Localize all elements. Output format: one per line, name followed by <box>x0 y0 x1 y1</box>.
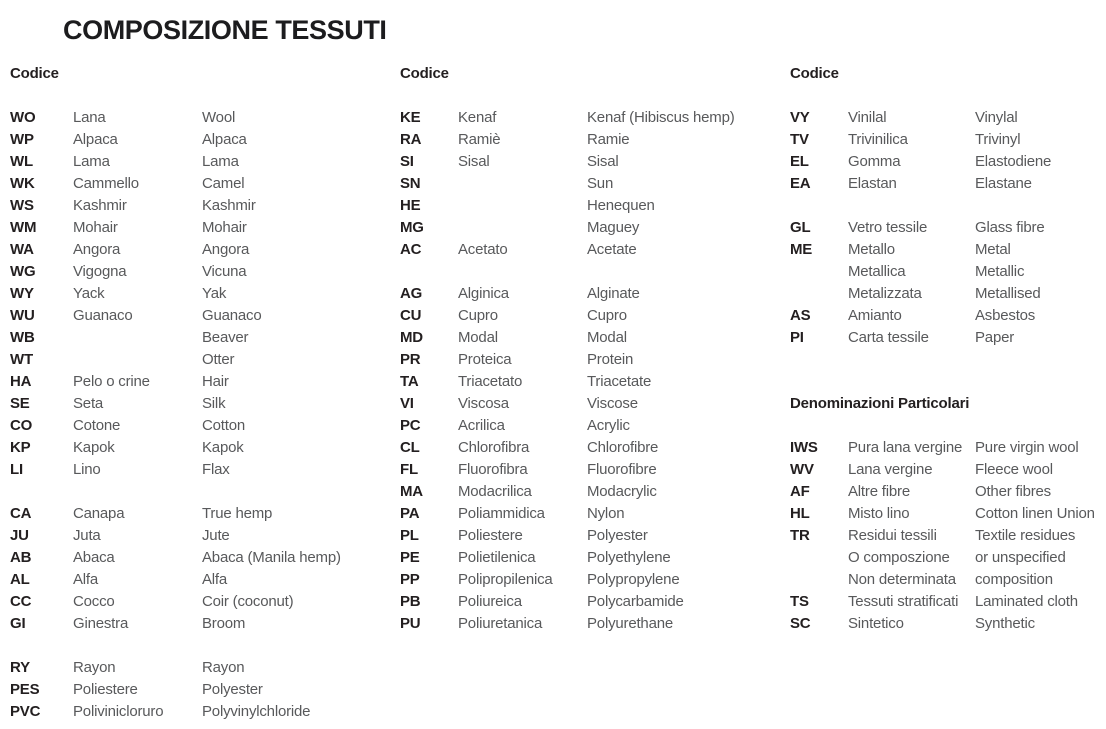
cell-italian: Residui tessili <box>848 527 937 544</box>
cell-english: Kapok <box>202 439 244 456</box>
cell-code: TV <box>790 131 809 148</box>
cell-english: Asbestos <box>975 307 1036 324</box>
table-row <box>790 151 1106 173</box>
cell-italian: Misto lino <box>848 505 910 522</box>
table-row <box>790 547 1106 569</box>
cell-english: Viscose <box>587 395 638 412</box>
cell-code: RY <box>10 659 30 676</box>
cell-code: SC <box>790 615 811 632</box>
table-row <box>10 173 395 195</box>
cell-code: MA <box>400 483 423 500</box>
cell-english: Polypropylene <box>587 571 680 588</box>
cell-english: Nylon <box>587 505 625 522</box>
table-row <box>790 261 1106 283</box>
cell-english: Maguey <box>587 219 640 236</box>
cell-italian: Chlorofibra <box>458 439 530 456</box>
cell-italian: Triacetato <box>458 373 523 390</box>
cell-english: Silk <box>202 395 226 412</box>
cell-english: Lama <box>202 153 239 170</box>
cell-english: Angora <box>202 241 250 258</box>
cell-english: Triacetate <box>587 373 652 390</box>
table-row <box>790 481 1106 503</box>
cell-english: Modal <box>587 329 627 346</box>
table-row <box>10 459 395 481</box>
table-row <box>400 503 785 525</box>
cell-english: Vicuna <box>202 263 247 280</box>
cell-english: Polyvinylchloride <box>202 703 311 720</box>
cell-italian: O composzione <box>848 549 950 566</box>
cell-code: PP <box>400 571 420 588</box>
table-row <box>10 305 395 327</box>
cell-italian: Trivinilica <box>848 131 908 148</box>
cell-italian: Pura lana vergine <box>848 439 963 456</box>
cell-italian: Fluorofibra <box>458 461 528 478</box>
cell-code: IWS <box>790 439 818 456</box>
cell-english: Beaver <box>202 329 249 346</box>
table-row <box>790 239 1106 261</box>
table-row <box>400 371 785 393</box>
table-row <box>400 129 785 151</box>
cell-code: PES <box>10 681 40 698</box>
cell-english: Metallised <box>975 285 1041 302</box>
cell-italian: Poliuretanica <box>458 615 543 632</box>
cell-english: Otter <box>202 351 235 368</box>
cell-english: Polyester <box>202 681 263 698</box>
cell-code: EA <box>790 175 811 192</box>
cell-italian: Vigogna <box>73 263 127 280</box>
cell-italian: Elastan <box>848 175 897 192</box>
table-row <box>400 415 785 437</box>
cell-code: RA <box>400 131 422 148</box>
table-row <box>790 569 1106 591</box>
cell-english: Cupro <box>587 307 627 324</box>
table-row <box>400 327 785 349</box>
cell-code: PL <box>400 527 419 544</box>
cell-english: Elastodiene <box>975 153 1052 170</box>
cell-italian: Modacrilica <box>458 483 532 500</box>
table-row <box>400 569 785 591</box>
table-row <box>790 107 1106 129</box>
cell-italian <box>458 217 587 239</box>
cell-italian: Poliestere <box>73 681 138 698</box>
column-header-codice: Codice <box>790 65 839 82</box>
cell-code: WU <box>10 307 35 324</box>
cell-italian: Proteica <box>458 351 512 368</box>
cell-italian: Angora <box>73 241 121 258</box>
table-row <box>400 217 785 239</box>
cell-english: Glass fibre <box>975 219 1045 236</box>
cell-code: PVC <box>10 703 41 720</box>
table-row <box>10 393 395 415</box>
table-row <box>10 437 395 459</box>
cell-italian: Mohair <box>73 219 118 236</box>
table-row <box>400 547 785 569</box>
table-row <box>790 283 1106 305</box>
cell-italian: Lana <box>73 109 106 126</box>
table-row <box>400 481 785 503</box>
cell-italian: Polipropilenica <box>458 571 553 588</box>
cell-italian: Sintetico <box>848 615 904 632</box>
cell-english: Acrylic <box>587 417 630 434</box>
cell-code: PB <box>400 593 421 610</box>
cell-italian: Yack <box>73 285 105 302</box>
cell-english: composition <box>975 571 1053 588</box>
cell-italian: Acetato <box>458 241 508 258</box>
cell-code: KP <box>10 439 31 456</box>
table-row <box>400 459 785 481</box>
code-group <box>790 107 1106 195</box>
fabric-code-column-1 <box>10 63 395 723</box>
cell-english: or unspecified <box>975 549 1066 566</box>
cell-italian: Cupro <box>458 307 498 324</box>
table-row <box>10 679 395 701</box>
cell-code: CL <box>400 439 420 456</box>
cell-english: Coir (coconut) <box>202 593 294 610</box>
cell-code: WK <box>10 175 35 192</box>
cell-english: Polycarbamide <box>587 593 684 610</box>
cell-code: SN <box>400 175 421 192</box>
cell-english: Hair <box>202 373 229 390</box>
table-row <box>400 305 785 327</box>
cell-italian: Gomma <box>848 153 901 170</box>
table-row <box>10 327 395 349</box>
cell-code <box>790 547 848 569</box>
cell-code: WM <box>10 219 37 236</box>
cell-english: Alfa <box>202 571 228 588</box>
cell-english: Paper <box>975 329 1015 346</box>
cell-italian: Lana vergine <box>848 461 933 478</box>
cell-code: CA <box>10 505 32 522</box>
cell-english: Alpaca <box>202 131 247 148</box>
cell-english: Other fibres <box>975 483 1051 500</box>
cell-english: Jute <box>202 527 230 544</box>
cell-italian: Alpaca <box>73 131 118 148</box>
cell-italian <box>73 349 202 371</box>
cell-code: WB <box>10 329 35 346</box>
cell-code: PA <box>400 505 420 522</box>
cell-code: GL <box>790 219 811 236</box>
subsection-header: Denominazioni Particolari <box>790 395 970 412</box>
cell-code <box>790 261 848 283</box>
cell-english: Metallic <box>975 263 1025 280</box>
cell-english: Elastane <box>975 175 1032 192</box>
cell-code: PC <box>400 417 421 434</box>
cell-code: SE <box>10 395 30 412</box>
cell-english: True hemp <box>202 505 273 522</box>
table-row <box>790 129 1106 151</box>
cell-english: Flax <box>202 461 230 478</box>
cell-code: WO <box>10 109 36 126</box>
cell-code: VY <box>790 109 810 126</box>
cell-italian: Canapa <box>73 505 125 522</box>
code-group <box>400 107 785 261</box>
cell-english: Cotton linen Union <box>975 505 1095 522</box>
column-header-codice: Codice <box>400 65 449 82</box>
cell-italian: Rayon <box>73 659 116 676</box>
table-row <box>400 151 785 173</box>
cell-english: Sun <box>587 175 614 192</box>
table-row <box>10 569 395 591</box>
code-group <box>790 437 1106 635</box>
cell-english: Rayon <box>202 659 245 676</box>
cell-code: WY <box>10 285 34 302</box>
cell-english: Guanaco <box>202 307 262 324</box>
page-title: COMPOSIZIONE TESSUTI <box>63 15 387 45</box>
cell-code: AF <box>790 483 810 500</box>
cell-code: GI <box>10 615 26 632</box>
cell-code: EL <box>790 153 809 170</box>
cell-english: Fleece wool <box>975 461 1053 478</box>
cell-code: WP <box>10 131 34 148</box>
cell-italian: Cammello <box>73 175 139 192</box>
cell-english: Henequen <box>587 197 655 214</box>
cell-italian: Altre fibre <box>848 483 910 500</box>
table-row <box>10 283 395 305</box>
cell-english: Pure virgin wool <box>975 439 1079 456</box>
cell-english: Camel <box>202 175 245 192</box>
cell-code: PR <box>400 351 421 368</box>
cell-italian: Tessuti stratificati <box>848 593 959 610</box>
table-row <box>10 415 395 437</box>
table-row <box>400 591 785 613</box>
cell-code: AC <box>400 241 422 258</box>
cell-english: Synthetic <box>975 615 1035 632</box>
cell-english: Trivinyl <box>975 131 1021 148</box>
cell-code: SI <box>400 153 414 170</box>
cell-italian: Carta tessile <box>848 329 929 346</box>
cell-italian <box>458 195 587 217</box>
table-row <box>10 613 395 635</box>
cell-code: JU <box>10 527 29 544</box>
cell-english: Modacrylic <box>587 483 657 500</box>
cell-code <box>790 283 848 305</box>
cell-code: MD <box>400 329 423 346</box>
cell-code: HL <box>790 505 810 522</box>
cell-english: Yak <box>202 285 227 302</box>
table-row <box>790 613 1106 635</box>
cell-english: Kashmir <box>202 197 256 214</box>
cell-italian: Kapok <box>73 439 115 456</box>
cell-italian: Ginestra <box>73 615 129 632</box>
cell-english: Fluorofibre <box>587 461 657 478</box>
cell-italian: Kenaf <box>458 109 497 126</box>
table-row <box>10 701 395 723</box>
cell-code: TS <box>790 593 809 610</box>
cell-english: Metal <box>975 241 1011 258</box>
cell-italian: Lino <box>73 461 101 478</box>
cell-code: CO <box>10 417 33 434</box>
cell-code: CU <box>400 307 422 324</box>
cell-english: Laminated cloth <box>975 593 1078 610</box>
table-row <box>790 459 1106 481</box>
table-row <box>400 437 785 459</box>
cell-italian: Vetro tessile <box>848 219 928 236</box>
cell-italian: Metallica <box>848 263 906 280</box>
cell-code: AG <box>400 285 423 302</box>
cell-italian: Alfa <box>73 571 99 588</box>
cell-code: FL <box>400 461 418 478</box>
cell-italian: Poliestere <box>458 527 523 544</box>
cell-italian: Cotone <box>73 417 121 434</box>
table-row <box>400 107 785 129</box>
table-row <box>790 327 1106 349</box>
cell-italian: Alginica <box>458 285 509 302</box>
cell-italian: Vinilal <box>848 109 887 126</box>
cell-italian: Cocco <box>73 593 115 610</box>
cell-italian: Guanaco <box>73 307 133 324</box>
table-row <box>400 195 785 217</box>
cell-italian: Sisal <box>458 153 490 170</box>
cell-italian: Abaca <box>73 549 115 566</box>
cell-code: AL <box>10 571 30 588</box>
cell-italian: Non determinata <box>848 571 956 588</box>
cell-code: PU <box>400 615 421 632</box>
cell-english: Protein <box>587 351 634 368</box>
cell-code: ME <box>790 241 813 258</box>
cell-italian: Polivinicloruro <box>73 703 164 720</box>
table-row <box>400 525 785 547</box>
cell-italian: Seta <box>73 395 104 412</box>
table-row <box>10 591 395 613</box>
table-row <box>10 371 395 393</box>
cell-italian: Lama <box>73 153 110 170</box>
cell-italian: Modal <box>458 329 498 346</box>
cell-english: Polyester <box>587 527 648 544</box>
cell-english: Wool <box>202 109 236 126</box>
cell-english: Broom <box>202 615 246 632</box>
cell-italian: Ramiè <box>458 131 501 148</box>
cell-code: PE <box>400 549 420 566</box>
table-row <box>10 503 395 525</box>
cell-english: Ramie <box>587 131 630 148</box>
table-row <box>790 591 1106 613</box>
cell-italian: Kashmir <box>73 197 127 214</box>
cell-english: Kenaf (Hibiscus hemp) <box>587 109 735 126</box>
cell-english: Polyethylene <box>587 549 671 566</box>
fabric-code-column-2 <box>400 63 785 635</box>
table-row <box>400 173 785 195</box>
cell-english: Vinylal <box>975 109 1018 126</box>
cell-italian: Poliureica <box>458 593 522 610</box>
code-group <box>10 107 395 481</box>
cell-code: WT <box>10 351 33 368</box>
table-row <box>400 239 785 261</box>
cell-code: AB <box>10 549 32 566</box>
cell-italian: Metallo <box>848 241 895 258</box>
table-row <box>10 261 395 283</box>
cell-italian: Juta <box>73 527 101 544</box>
table-row <box>790 503 1106 525</box>
cell-code <box>790 569 848 591</box>
table-row <box>790 217 1106 239</box>
cell-english: Acetate <box>587 241 637 258</box>
cell-italian: Metalizzata <box>848 285 922 302</box>
table-row <box>10 107 395 129</box>
cell-code: TR <box>790 527 810 544</box>
table-row <box>10 657 395 679</box>
cell-code: WV <box>790 461 814 478</box>
code-group <box>10 657 395 723</box>
cell-code: HA <box>10 373 32 390</box>
table-row <box>400 283 785 305</box>
table-row <box>790 437 1106 459</box>
cell-english: Alginate <box>587 285 640 302</box>
cell-italian: Polietilenica <box>458 549 536 566</box>
cell-code: VI <box>400 395 414 412</box>
code-group <box>10 503 395 635</box>
cell-code: CC <box>10 593 32 610</box>
code-group <box>790 217 1106 349</box>
table-row <box>10 239 395 261</box>
cell-english: Cotton <box>202 417 245 434</box>
cell-english: Textile residues <box>975 527 1076 544</box>
table-row <box>10 151 395 173</box>
cell-code: MG <box>400 219 424 236</box>
table-row <box>400 349 785 371</box>
cell-code: KE <box>400 109 421 126</box>
column-header-codice: Codice <box>10 65 59 82</box>
table-row <box>10 195 395 217</box>
table-row <box>790 525 1106 547</box>
cell-english: Abaca (Manila hemp) <box>202 549 341 566</box>
cell-code: AS <box>790 307 811 324</box>
table-row <box>10 349 395 371</box>
cell-english: Sisal <box>587 153 619 170</box>
cell-code: TA <box>400 373 419 390</box>
fabric-code-column-3 <box>790 63 1106 635</box>
table-row <box>10 547 395 569</box>
cell-code: HE <box>400 197 421 214</box>
cell-code: LI <box>10 461 23 478</box>
cell-italian: Amianto <box>848 307 902 324</box>
cell-code: WA <box>10 241 34 258</box>
cell-italian: Acrilica <box>458 417 505 434</box>
table-row <box>400 393 785 415</box>
cell-italian: Viscosa <box>458 395 509 412</box>
table-row <box>10 129 395 151</box>
cell-english: Polyurethane <box>587 615 673 632</box>
table-row <box>10 525 395 547</box>
code-group <box>400 283 785 635</box>
table-row <box>790 173 1106 195</box>
table-row <box>400 613 785 635</box>
cell-english: Mohair <box>202 219 247 236</box>
cell-italian: Pelo o crine <box>73 373 150 390</box>
table-row <box>10 217 395 239</box>
cell-italian: Poliammidica <box>458 505 545 522</box>
cell-code: WS <box>10 197 34 214</box>
cell-italian <box>458 173 587 195</box>
cell-english: Chlorofibre <box>587 439 659 456</box>
cell-code: WL <box>10 153 33 170</box>
cell-code: PI <box>790 329 804 346</box>
cell-code: WG <box>10 263 36 280</box>
cell-italian <box>73 327 202 349</box>
table-row <box>790 305 1106 327</box>
